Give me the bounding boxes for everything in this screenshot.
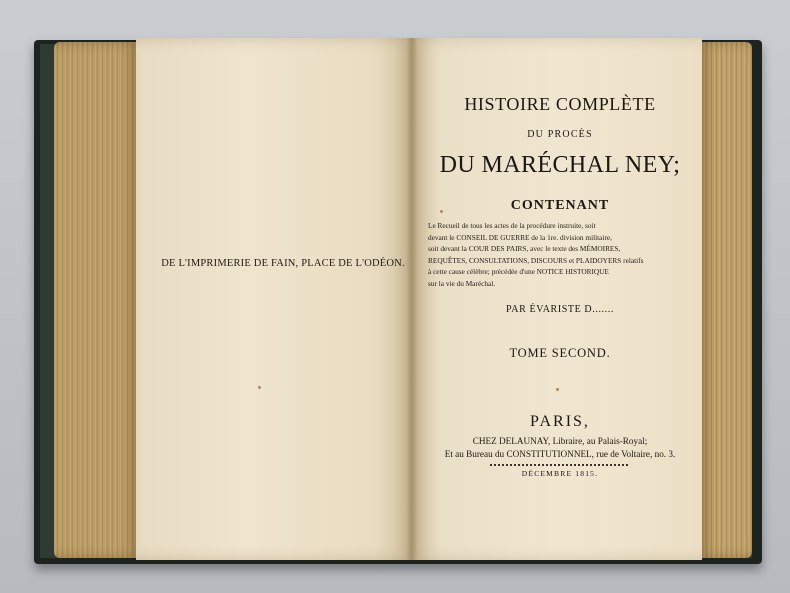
book-title: HISTOIRE COMPLÈTE [464,94,656,114]
contents-heading: CONTENANT [510,198,610,213]
book-main-title: DU MARÉCHAL NEY; [439,152,681,178]
description-line: REQUÊTES, CONSULTATIONS, DISCOURS et PLAIDOYERS relatifs [428,255,644,265]
contents-description [428,220,654,290]
left-page [136,38,414,560]
publisher-line: CHEZ DELAUNAY, Libraire, au Palais-Royal; [472,436,648,446]
printer-imprint: DE L'IMPRIMERIE DE FAIN, PLACE DE L'ODÉON. [161,258,405,269]
right-page [412,38,702,560]
decorative-rule [490,464,630,466]
foxing-spot [258,386,261,389]
publication-city: PARIS, [530,413,590,430]
book-gutter [406,38,418,560]
page-edges-right [698,42,752,558]
book-subtitle: DU PROCÈS [527,129,593,140]
page-edges-left [54,42,140,558]
description-line: devant le CONSEIL DE GUERRE de la 1re. division militaire, [428,232,612,242]
foxing-spot [556,388,559,391]
volume-label: TOME SECOND. [509,346,611,360]
description-line: à cette cause célèbre; précédée d'une NOTICE HISTORIQUE [428,267,609,277]
description-line: sur la vie du Maréchal. [428,278,496,288]
author-line: PAR ÉVARISTE D....... [506,304,614,315]
publisher-line-2: Et au Bureau du CONSTITUTIONNEL, rue de Voltaire, no. 3. [444,449,676,459]
description-line: soit devant la COUR DES PAIRS, avec le texte des MÉMOIRES, [428,244,621,254]
publication-date: DÉCEMBRE 1815. [521,469,599,478]
description-line: Le Recueil de tous les actes de la procédure instruite, soit [428,221,596,230]
